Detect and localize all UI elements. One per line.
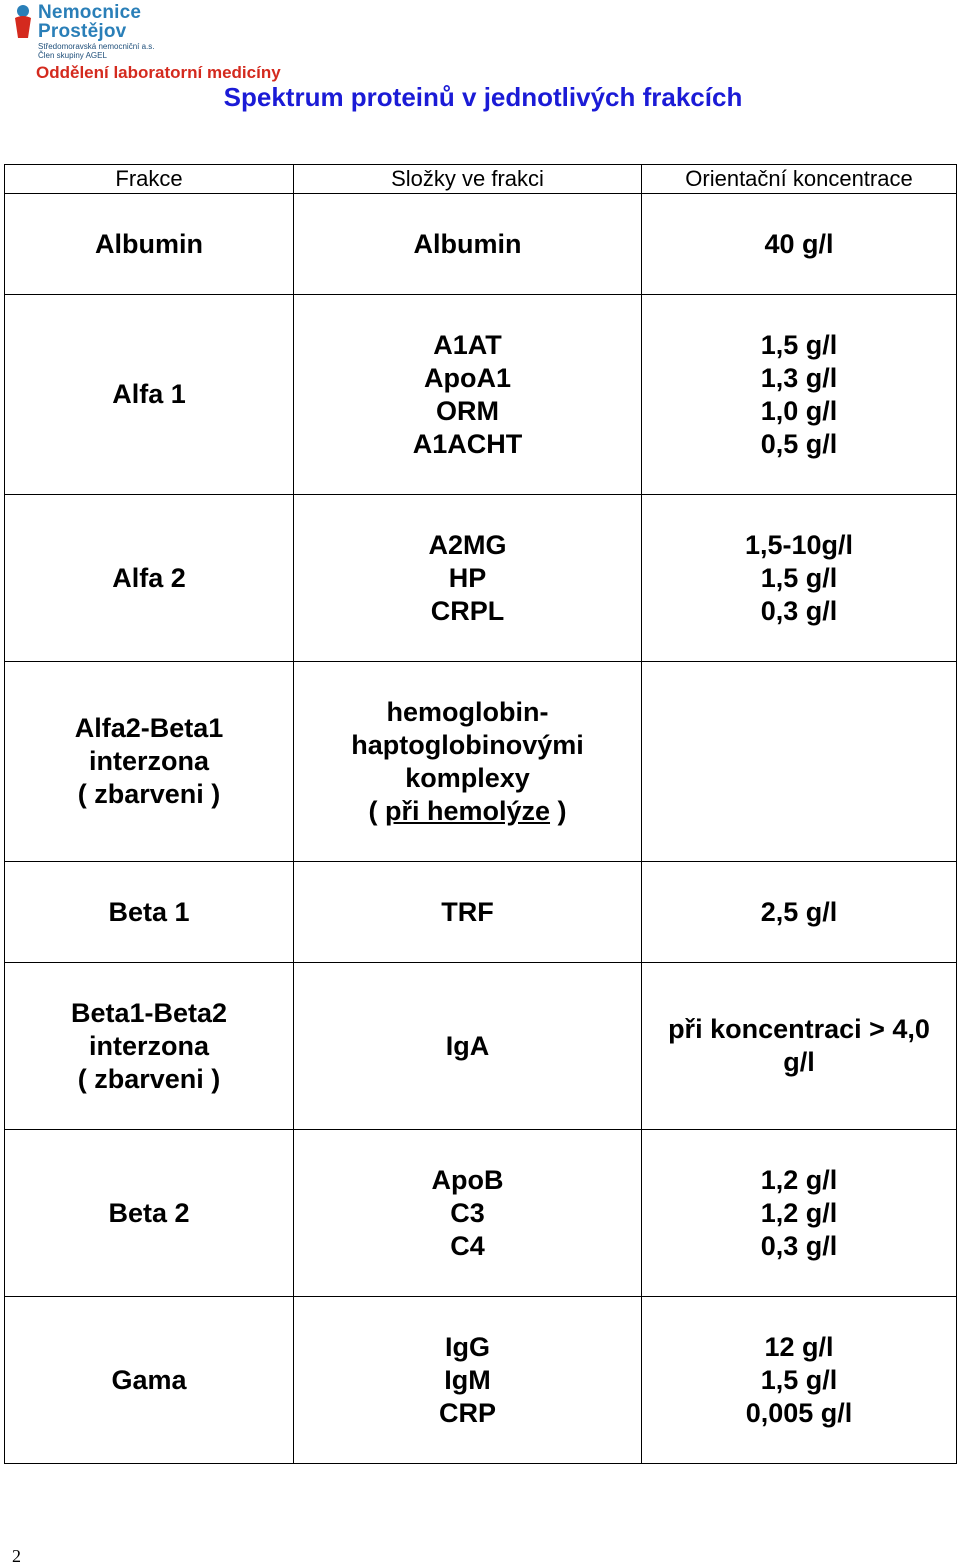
fraction-cell-line: Alfa 2	[112, 562, 186, 593]
concentration-cell-line: 1,2 g/l	[760, 1197, 838, 1228]
concentration-cell-line: 1,5 g/l	[760, 562, 838, 593]
components-cell-line: C3	[450, 1197, 485, 1228]
components-cell-line: hemoglobin-	[386, 696, 549, 727]
logo-line-3: Středomoravská nemocniční a.s.	[38, 42, 155, 51]
concentration-cell-line: 40 g/l	[764, 228, 834, 259]
page-number: 2	[12, 1546, 21, 1566]
components-cell-line: TRF	[441, 896, 494, 927]
fraction-cell-line: Albumin	[95, 228, 203, 259]
hospital-logo	[8, 2, 308, 84]
components-cell	[294, 963, 642, 1130]
fraction-cell-line: Alfa 1	[112, 379, 186, 409]
table-body	[5, 194, 957, 1464]
fraction-cell-line: interzona	[88, 1030, 209, 1061]
fraction-cell-line: ( zbarveni )	[77, 779, 221, 809]
fraction-cell	[5, 194, 294, 295]
fraction-cell	[5, 295, 294, 495]
concentration-cell-line: při koncentraci > 4,0	[668, 1014, 930, 1044]
components-cell	[294, 1297, 642, 1464]
logo-department: Oddělení laboratorní medicíny	[36, 63, 281, 82]
header-concentration: Orientační koncentrace	[642, 165, 957, 194]
concentration-cell-line: 0,005 g/l	[745, 1397, 853, 1428]
logo-line-4: Člen skupiny AGEL	[38, 51, 107, 60]
components-cell-line: ( při hemolýze )	[368, 795, 567, 826]
table-row	[5, 862, 957, 963]
components-cell	[294, 1130, 642, 1297]
components-cell-line: ApoB	[431, 1164, 504, 1195]
fraction-cell-line: ( zbarveni )	[77, 1063, 221, 1094]
fraction-cell-line: Gama	[111, 1364, 187, 1395]
table-row	[5, 963, 957, 1130]
logo-line-2: Prostějov	[38, 21, 127, 42]
concentration-cell	[642, 862, 957, 963]
fraction-cell-line: Beta 1	[108, 896, 190, 927]
logo-figure-icon	[12, 4, 34, 38]
header-fraction: Frakce	[5, 165, 294, 194]
components-cell-line: A2MG	[428, 529, 507, 560]
components-cell-line: CRPL	[430, 595, 505, 626]
components-cell-line: komplexy	[405, 762, 530, 793]
components-cell-line: haptoglobinovými	[351, 729, 584, 760]
concentration-cell-line: 1,5-10g/l	[744, 529, 854, 560]
concentration-cell	[642, 662, 957, 862]
components-cell-line: Albumin	[413, 228, 522, 259]
table-row	[5, 1297, 957, 1464]
concentration-cell	[642, 1130, 957, 1297]
components-cell	[294, 495, 642, 662]
concentration-cell-line: 0,3 g/l	[760, 595, 838, 626]
components-cell-line: A1ACHT	[412, 428, 523, 459]
components-cell	[294, 862, 642, 963]
concentration-cell-line: 1,3 g/l	[760, 362, 838, 393]
concentration-cell-line: 0,3 g/l	[760, 1230, 838, 1261]
components-cell-line: IgA	[445, 1030, 490, 1061]
fraction-cell	[5, 1130, 294, 1297]
hemolysis-underlined: při hemolýze	[384, 795, 551, 826]
components-cell-line: IgG	[445, 1331, 490, 1362]
concentration-cell	[642, 295, 957, 495]
components-cell	[294, 295, 642, 495]
concentration-cell-line: 2,5 g/l	[760, 896, 838, 927]
concentration-cell	[642, 963, 957, 1130]
components-cell-line: HP	[448, 562, 487, 593]
page-title: Spektrum proteinů v jednotlivých frakcích	[223, 82, 743, 112]
fraction-cell	[5, 963, 294, 1130]
table-row	[5, 194, 957, 295]
table-row	[5, 295, 957, 495]
logo-line-1: Nemocnice	[38, 2, 142, 23]
concentration-cell-line: 1,5 g/l	[760, 1364, 838, 1395]
fraction-cell	[5, 862, 294, 963]
concentration-cell-line: 1,0 g/l	[760, 395, 838, 426]
concentration-cell	[642, 194, 957, 295]
table-row	[5, 1130, 957, 1297]
components-cell-line: ApoA1	[424, 362, 511, 393]
fraction-cell-line: Beta1-Beta2	[70, 997, 228, 1028]
components-cell-line: ORM	[436, 395, 499, 426]
concentration-cell-line: g/l	[783, 1047, 815, 1077]
concentration-cell	[642, 1297, 957, 1464]
concentration-cell-line: 1,5 g/l	[760, 329, 838, 360]
table-row	[5, 495, 957, 662]
components-cell-line: A1AT	[433, 329, 502, 360]
fraction-cell	[5, 1297, 294, 1464]
components-cell	[294, 662, 642, 862]
header-components: Složky ve frakci	[294, 165, 642, 194]
concentration-cell	[642, 495, 957, 662]
fraction-cell	[5, 662, 294, 862]
fraction-cell	[5, 495, 294, 662]
table-header-row	[5, 165, 957, 194]
concentration-cell-line: 0,5 g/l	[760, 428, 838, 459]
concentration-cell-line: 1,2 g/l	[760, 1164, 838, 1195]
fraction-cell-line: Alfa2-Beta1	[74, 713, 224, 743]
components-cell-line: C4	[450, 1230, 485, 1261]
fraction-cell-line: Beta 2	[108, 1197, 190, 1228]
fractions-table	[4, 164, 957, 1464]
fraction-cell-line: interzona	[88, 746, 209, 776]
components-cell-line: IgM	[444, 1364, 491, 1395]
components-cell-line: CRP	[438, 1397, 496, 1428]
components-cell	[294, 194, 642, 295]
table-row	[5, 662, 957, 862]
concentration-cell-line: 12 g/l	[764, 1331, 834, 1362]
